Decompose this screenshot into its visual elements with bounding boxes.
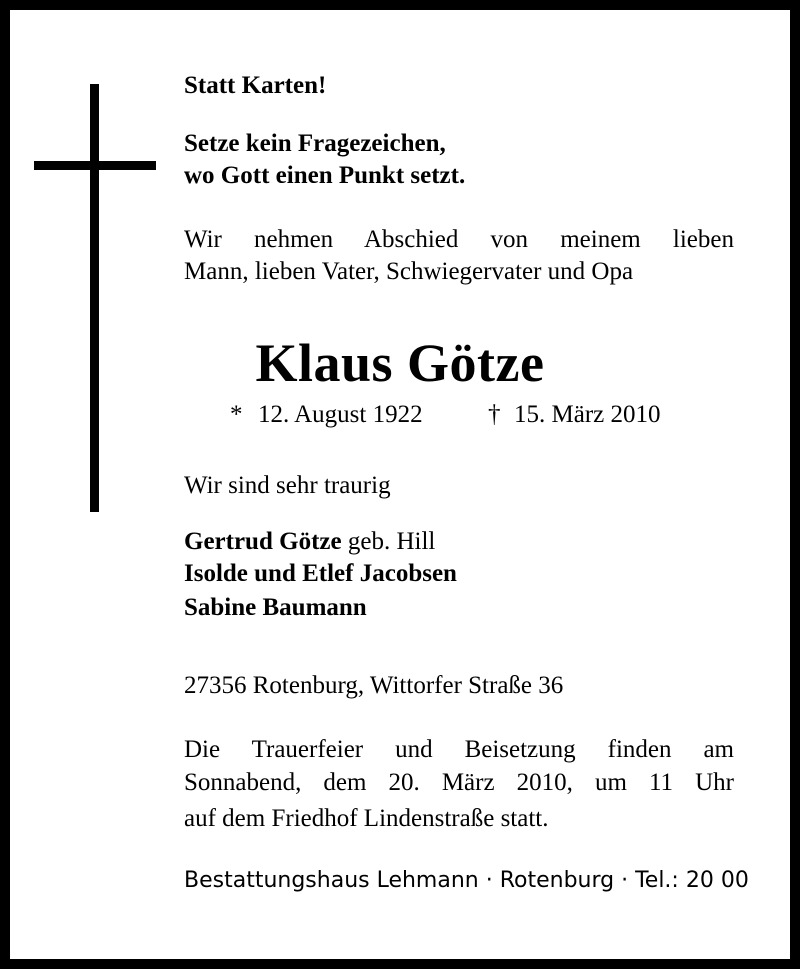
ceremony-line-2: Sonnabend, dem 20. März 2010, um 11 Uhr <box>184 769 734 796</box>
birth-date: 12. August 1922 <box>258 401 423 428</box>
quote-line-2: wo Gott einen Punkt setzt. <box>184 162 466 189</box>
undertaker-info: Bestattungshaus Lehmann · Rotenburg · Tel.: 20 00 <box>184 868 749 893</box>
cross-icon-crossbar <box>34 161 156 170</box>
intro-heading: Statt Karten! <box>184 72 327 99</box>
mourning-text: Wir sind sehr traurig <box>184 472 391 499</box>
mourner-name: Gertrud Götze <box>184 528 342 555</box>
cross-icon <box>90 84 99 512</box>
quote-line-1: Setze kein Fragezeichen, <box>184 130 446 157</box>
announcement-line-1: Wir nehmen Abschied von meinem lieben <box>184 226 734 253</box>
mourner-3: Sabine Baumann <box>184 594 367 621</box>
death-date: 15. März 2010 <box>514 401 661 428</box>
mourner-2: Isolde und Etlef Jacobsen <box>184 560 457 587</box>
birth-symbol: * <box>230 401 243 428</box>
announcement-line-2: Mann, lieben Vater, Schwiegervater und Opa <box>184 258 634 285</box>
deceased-name: Klaus Götze <box>255 333 545 393</box>
ceremony-line-1: Die Trauerfeier und Beisetzung finden am <box>184 736 734 763</box>
ceremony-line-3: auf dem Friedhof Lindenstraße statt. <box>184 805 549 832</box>
mourner-1 <box>184 526 435 558</box>
mourner-suffix: geb. Hill <box>341 528 436 555</box>
family-address: 27356 Rotenburg, Wittorfer Straße 36 <box>184 672 564 699</box>
death-symbol: † <box>488 401 501 428</box>
